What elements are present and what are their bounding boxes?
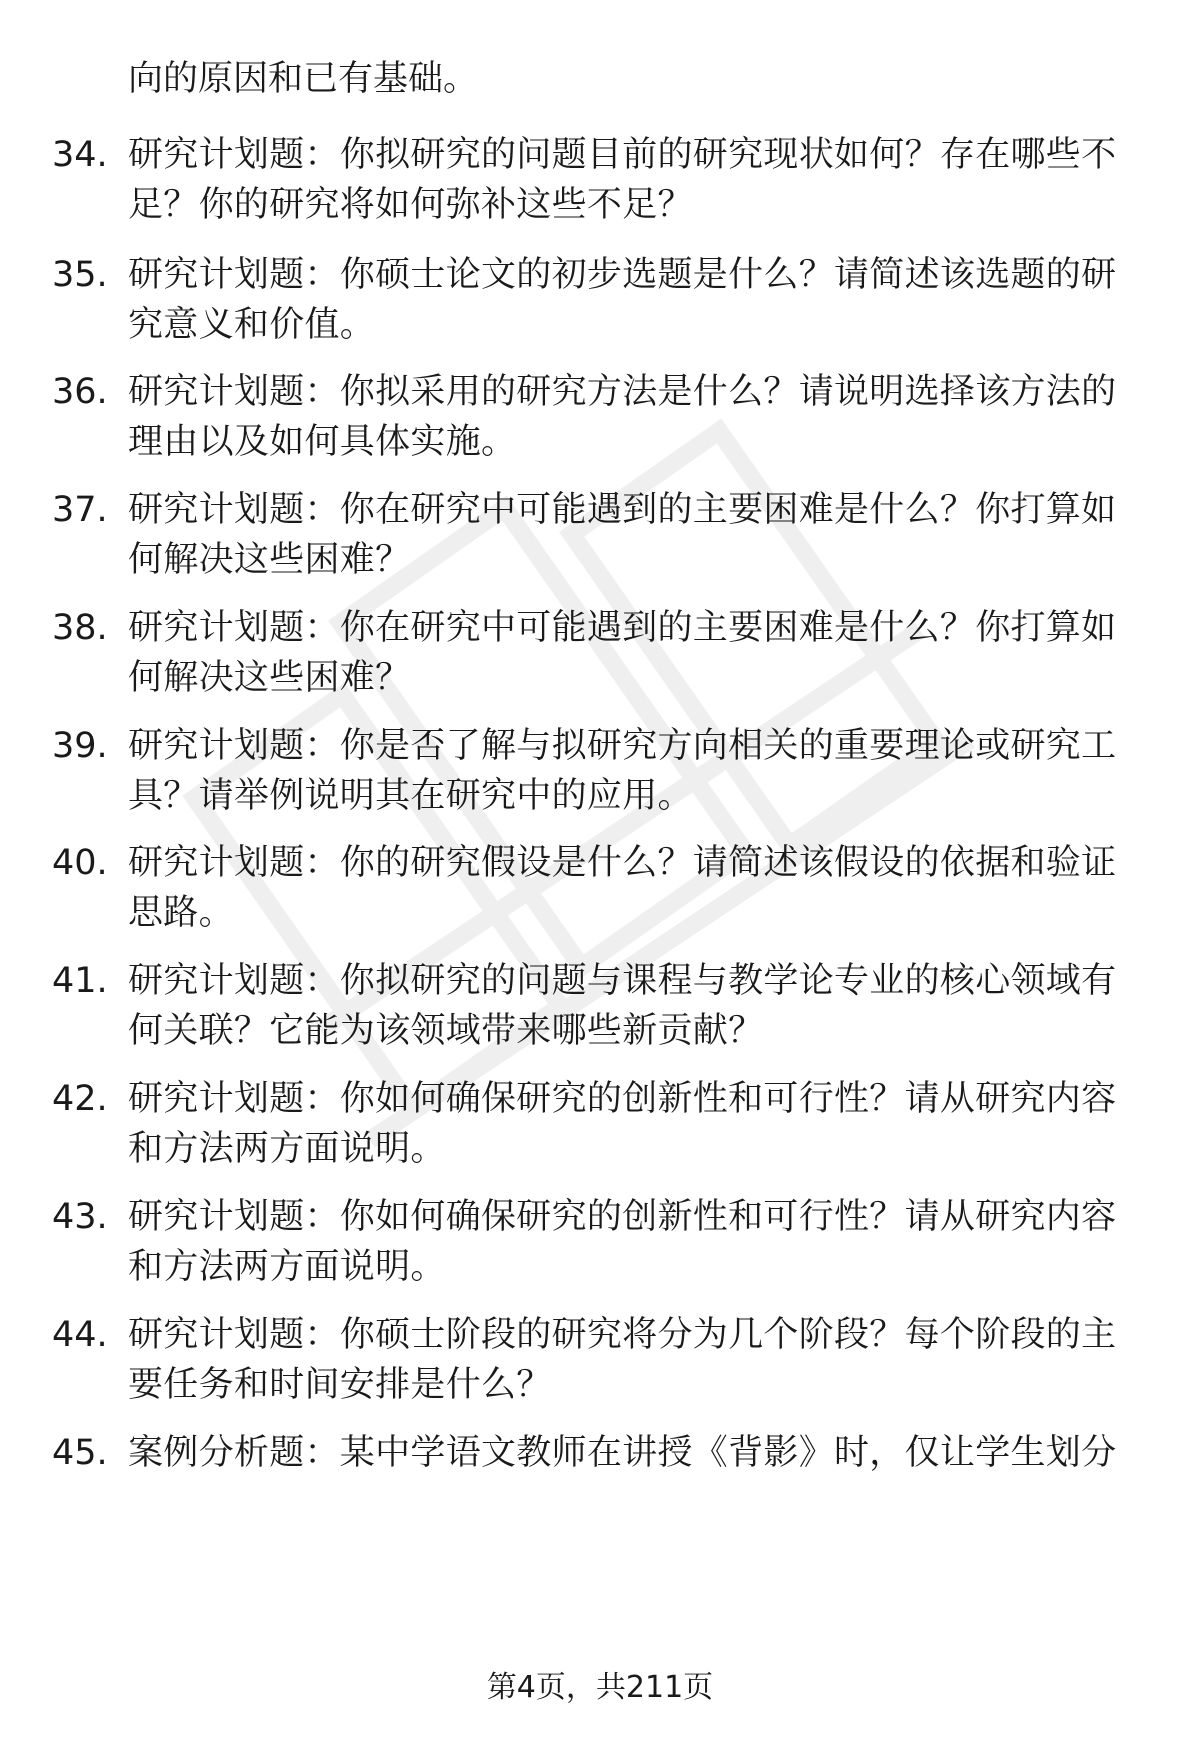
- item-number: 41.: [52, 961, 108, 1001]
- list-item: [52, 1074, 1152, 1174]
- item-number: 45.: [52, 1433, 108, 1473]
- item-text: 研究计划题：你如何确保研究的创新性和可行性？请从研究内容和方法两方面说明。: [128, 1197, 1117, 1287]
- item-number: 40.: [52, 843, 108, 883]
- item-number: 39.: [52, 726, 108, 766]
- item-number: 43.: [52, 1197, 108, 1237]
- item-text: 研究计划题：你硕士论文的初步选题是什么？请简述该选题的研究意义和价值。: [128, 255, 1117, 345]
- item-text: 研究计划题：你拟采用的研究方法是什么？请说明选择该方法的理由以及如何具体实施。: [128, 372, 1117, 462]
- continuation-text: 向的原因和已有基础。: [128, 59, 479, 99]
- list-item: [52, 1428, 1152, 1478]
- item-text: 研究计划题：你的研究假设是什么？请简述该假设的依据和验证思路。: [128, 843, 1117, 933]
- item-text: 研究计划题：你如何确保研究的创新性和可行性？请从研究内容和方法两方面说明。: [128, 1079, 1117, 1169]
- page-footer: 第4页，共211页: [486, 1670, 714, 1705]
- item-text: 研究计划题：你在研究中可能遇到的主要困难是什么？你打算如何解决这些困难？: [128, 490, 1117, 580]
- item-number: 36.: [52, 372, 108, 412]
- list-item: [52, 1310, 1152, 1410]
- item-number: 34.: [52, 135, 108, 175]
- item-number: 37.: [52, 490, 108, 530]
- list-item: [52, 1192, 1152, 1292]
- list-item: [52, 485, 1152, 585]
- item-number: 38.: [52, 608, 108, 648]
- list-item: [52, 603, 1152, 703]
- item-text: 研究计划题：你拟研究的问题与课程与教学论专业的核心领域有何关联？它能为该领域带来哪些新贡献？: [128, 961, 1117, 1051]
- list-item: [52, 838, 1152, 938]
- item-number: 35.: [52, 255, 108, 295]
- list-item: [52, 130, 1152, 230]
- item-number: 44.: [52, 1315, 108, 1355]
- item-text: 案例分析题：某中学语文教师在讲授《背影》时，仅让学生划分: [128, 1433, 1117, 1473]
- item-number: 42.: [52, 1079, 108, 1119]
- item-text: 研究计划题：你硕士阶段的研究将分为几个阶段？每个阶段的主要任务和时间安排是什么？: [128, 1315, 1117, 1405]
- item-text: 研究计划题：你在研究中可能遇到的主要困难是什么？你打算如何解决这些困难？: [128, 608, 1117, 698]
- item-text: 研究计划题：你是否了解与拟研究方向相关的重要理论或研究工具？请举例说明其在研究中的应用。: [128, 726, 1117, 816]
- item-text: 研究计划题：你拟研究的问题目前的研究现状如何？存在哪些不足？你的研究将如何弥补这些不足？: [128, 135, 1117, 225]
- list-item: [52, 956, 1152, 1056]
- list-item: [52, 367, 1152, 467]
- list-item: [52, 250, 1152, 350]
- list-item: [52, 721, 1152, 821]
